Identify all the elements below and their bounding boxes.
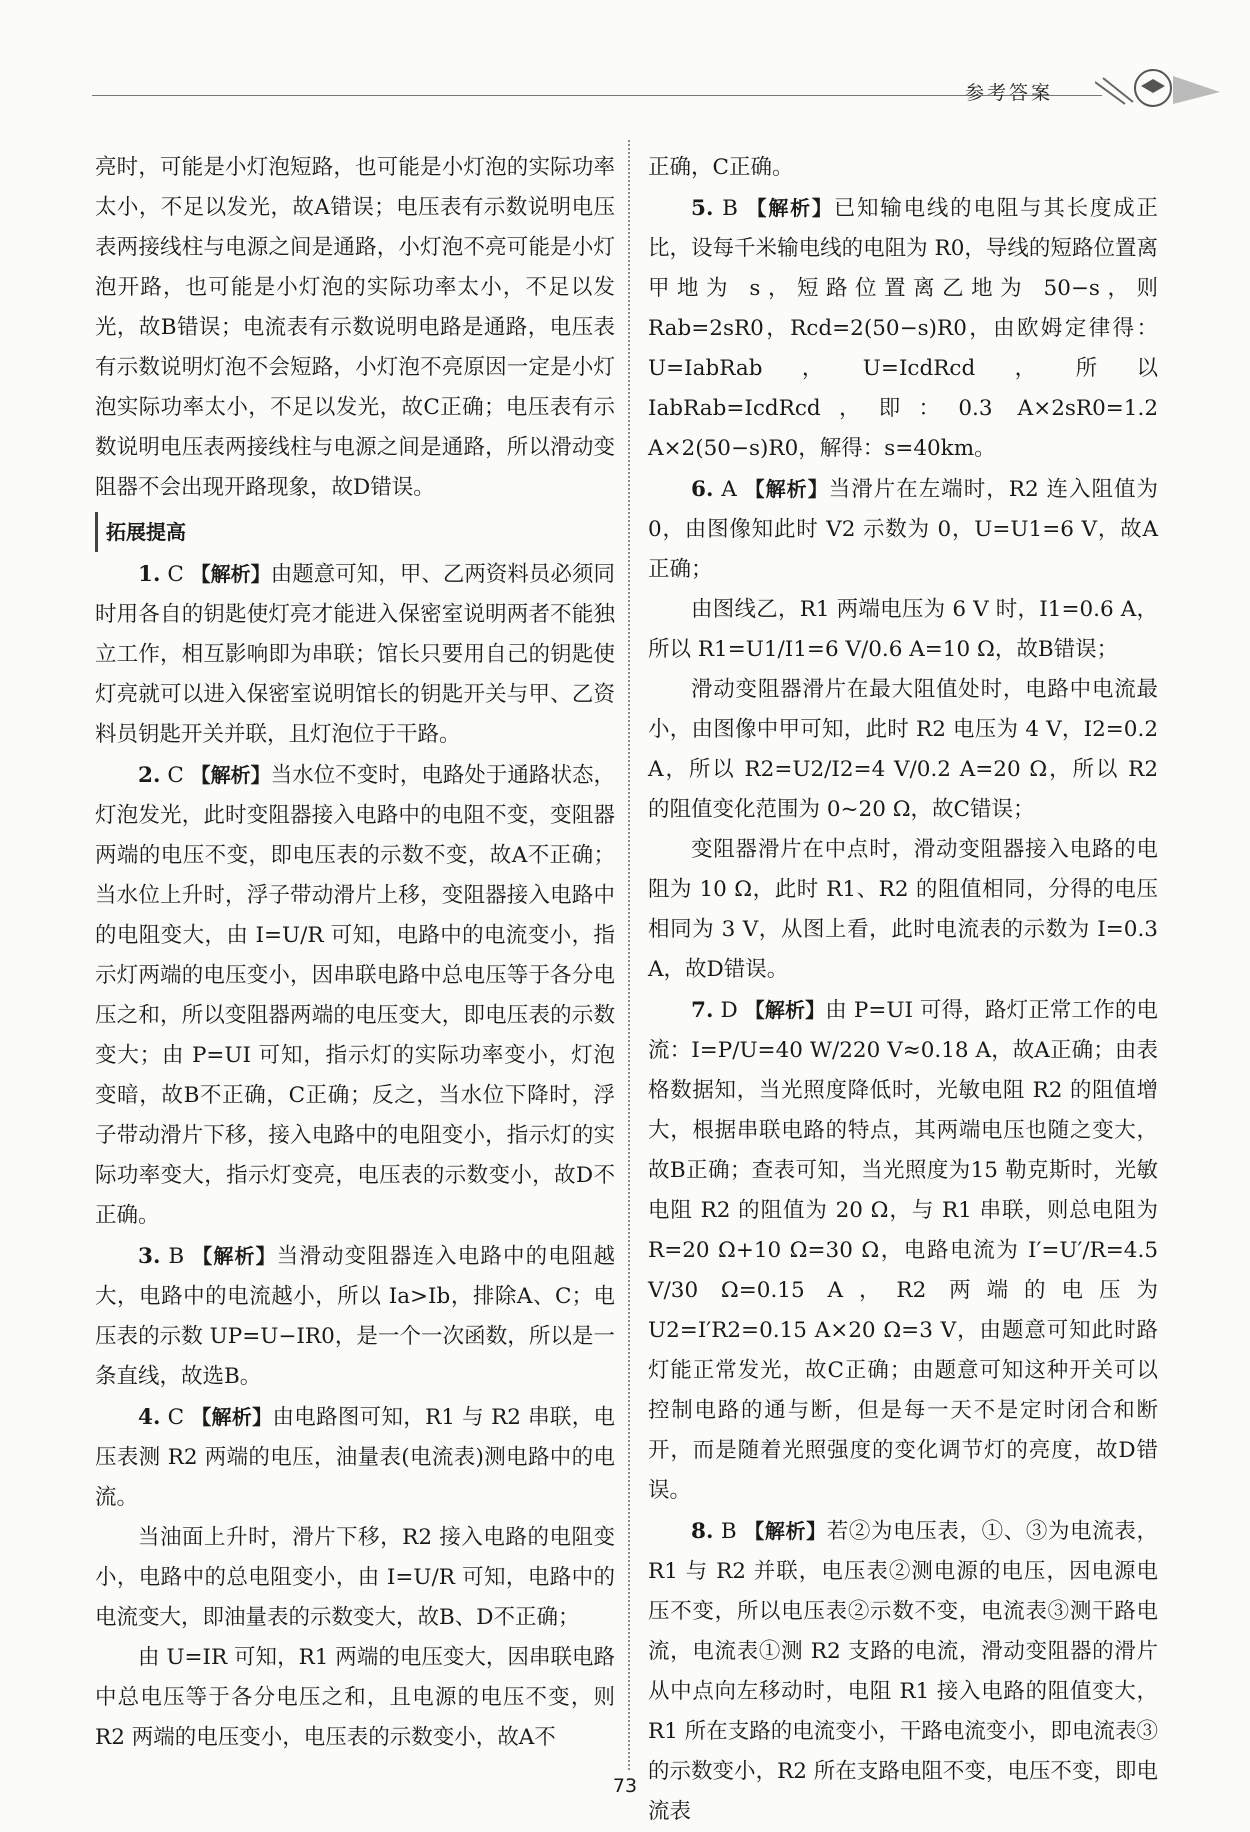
answer-choice: B — [168, 1244, 185, 1269]
answer-number: 8. — [691, 1519, 714, 1544]
analysis-tag: 【解析】 — [744, 477, 829, 501]
answer-6-part-4: 变阻器滑片在中点时，滑动变阻器接入电路的电阻为 10 Ω，此时 R1、R2 的阻值相同，分得的电压相同为 3 V，从图上看，此时电流表的示数为 I=0.3 A，故D错误。 — [648, 837, 1158, 982]
answer-choice: D — [720, 998, 738, 1023]
answer-7 — [648, 990, 1158, 1511]
analysis-tag: 【解析】 — [191, 1405, 273, 1429]
answer-text: 若②为电压表，①、③为电流表，R1 与 R2 并联，电压表②测电源的电压，因电源电压不变，所以电压表②示数不变，电流表③测干路电流，电流表①测 R2 支路的电流，滑动变阻器的滑片从中点向左移动时，电阻 R1 接入电路的阻值变大，R1 所在支路的电流变小，干路电流变小，即电流表③的示数变小，R2 所在支路电阻不变，电压不变，即电流表 — [648, 1519, 1158, 1824]
continued-text: 正确，C正确。 — [648, 155, 794, 180]
page-number: 73 — [612, 1775, 638, 1797]
analysis-tag: 【解析】 — [744, 998, 826, 1022]
answer-number: 5. — [691, 196, 714, 221]
answer-text: 由 P=UI 可得，路灯正常工作的电流：I=P/U=40 W/220 V≈0.18 A，故A正确；由表格数据知，当光照度降低时，光敏电阻 R2 的阻值增大，根据串联电路的特点，其两端电压也随之变大，故B正确；查表可知，当光照度为15 勒克斯时，光敏电阻 R2 的阻值为 20 Ω，与 R1 串联，则总电阻为 R=20 Ω+10 Ω=30 Ω，电路电流为 I′=U′/R=4.5 V/30 Ω=0.15 A，R2 两端的电压为 U2=I′R2=0.15 A×20 Ω=3 V，由题意可知此时路灯能正常发光，故C正确；由题意可知这种开关可以控制电路的通与断，但是每一天不是定时闭合和断开，而是随着光照强度的变化调节灯的亮度，故D错误。 — [648, 998, 1158, 1503]
answer-2 — [95, 755, 615, 1236]
analysis-tag: 【解析】 — [190, 562, 271, 586]
answer-choice: B — [720, 1519, 737, 1544]
answer-number: 6. — [691, 477, 714, 502]
answer-choice: C — [167, 763, 184, 788]
answer-8 — [648, 1511, 1158, 1832]
header-emblem-icon — [1095, 62, 1225, 112]
analysis-tag: 【解析】 — [746, 196, 834, 220]
answer-number: 1. — [138, 562, 161, 587]
answer-choice: C — [167, 1405, 185, 1430]
answer-number: 3. — [138, 1244, 161, 1269]
answer-text: 已知输电线的电阻与其长度成正比，设每千米输电线的电阻为 R0，导线的短路位置离甲地为 s，短路位置离乙地为 50−s，则 Rab=2sR0，Rcd=2(50−s)R0，由欧姆定律得：U=IabRab，U=IcdRcd，所以 IabRab=IcdRcd，即：0.3 A×2sR0=1.2 A×2(50−s)R0，解得：s=40km。 — [648, 196, 1159, 461]
right-column — [648, 148, 1158, 1832]
answer-text: 当滑动变阻器连入电路中的电阻越大，电路中的电流越小，所以 Ia>Ib，排除A、C；电压表的示数 UP=U−IR0，是一个一次函数，所以是一条直线，故选B。 — [95, 1244, 615, 1389]
header-title: 参考答案 — [965, 82, 1054, 104]
answer-text: 由题意可知，甲、乙两资料员必须同时用各自的钥匙使灯亮才能进入保密室说明两者不能独立工作，相互影响即为串联；馆长只要用自己的钥匙使灯亮就可以进入保密室说明馆长的钥匙开关与甲、乙资料员钥匙开关并联，且灯泡位于干路。 — [95, 562, 615, 747]
answer-text: 当滑片在左端时，R2 连入阻值为0，由图像知此时 V2 示数为 0，U=U1=6 V，故A正确； — [648, 477, 1158, 582]
answer-text: 由电路图可知，R1 与 R2 串联，电压表测 R2 两端的电压，油量表(电流表)测电路中的电流。 — [95, 1405, 616, 1510]
left-column — [95, 148, 615, 1758]
answer-4-part-3: 由 U=IR 可知，R1 两端的电压变大，因串联电路中总电压等于各分电压之和，且电源的电压不变，则 R2 两端的电压变小，电压表的示数变小，故A不 — [95, 1645, 615, 1750]
answer-choice: A — [721, 477, 737, 502]
answer-choice: B — [722, 196, 738, 221]
section-title: 拓展提高 — [95, 512, 615, 552]
analysis-tag: 【解析】 — [192, 1244, 277, 1268]
answer-6 — [648, 469, 1158, 590]
intro-paragraph: 亮时，可能是小灯泡短路，也可能是小灯泡的实际功率太小，不足以发光，故A错误；电压表有示数说明电压表两接线柱与电源之间是通路，小灯泡不亮可能是小灯泡开路，也可能是小灯泡的实际功率太小，不足以发光，故B错误；电流表有示数说明电路是通路，电压表有示数说明灯泡不会短路，小灯泡不亮原因一定是小灯泡实际功率太小，不足以发光，故C正确；电压表有示数说明电压表两接线柱与电源之间是通路，所以滑动变阻器不会出现开路现象，故D错误。 — [95, 155, 615, 500]
answer-choice: C — [167, 562, 184, 587]
answer-3 — [95, 1236, 615, 1397]
analysis-tag: 【解析】 — [190, 763, 271, 787]
answer-text: 当水位不变时，电路处于通路状态，灯泡发光，此时变阻器接入电路中的电阻不变，变阻器两端的电压不变，即电压表的示数不变，故A不正确；当水位上升时，浮子带动滑片上移，变阻器接入电路中的电阻变大，由 I=U/R 可知，电路中的电流变小，指示灯两端的电压变小，因串联电路中总电压等于各分电压之和，所以变阻器两端的电压变大，即电压表的示数变大；由 P=UI 可知，指示灯的实际功率变小，灯泡变暗，故B不正确，C正确；反之，当水位下降时，浮子带动滑片下移，接入电路中的电阻变小，指示灯的实际功率变大，指示灯变亮，电压表的示数变小，故D不正确。 — [95, 763, 615, 1228]
header-rule — [92, 95, 1102, 96]
answer-number: 7. — [691, 998, 714, 1023]
answer-6-part-2: 由图线乙，R1 两端电压为 6 V 时，I1=0.6 A，所以 R1=U1/I1=6 V/0.6 A=10 Ω，故B错误； — [648, 597, 1158, 662]
answer-1 — [95, 554, 615, 755]
answer-4-part-2: 当油面上升时，滑片下移，R2 接入电路的电阻变小，电路中的总电阻变小，由 I=U/R 可知，电路中的电流变大，即油量表的示数变大，故B、D不正确； — [95, 1525, 615, 1630]
answer-number: 4. — [138, 1405, 161, 1430]
answer-4 — [95, 1397, 615, 1518]
column-divider — [628, 140, 630, 1770]
answer-number: 2. — [138, 763, 161, 788]
answer-5 — [648, 188, 1158, 469]
analysis-tag: 【解析】 — [744, 1519, 827, 1543]
answer-6-part-3: 滑动变阻器滑片在最大阻值处时，电路中电流最小，由图像中甲可知，此时 R2 电压为 4 V，I2=0.2 A，所以 R2=U2/I2=4 V/0.2 A=20 Ω，所以 R2 的阻值变化范围为 0~20 Ω，故C错误； — [648, 677, 1158, 822]
